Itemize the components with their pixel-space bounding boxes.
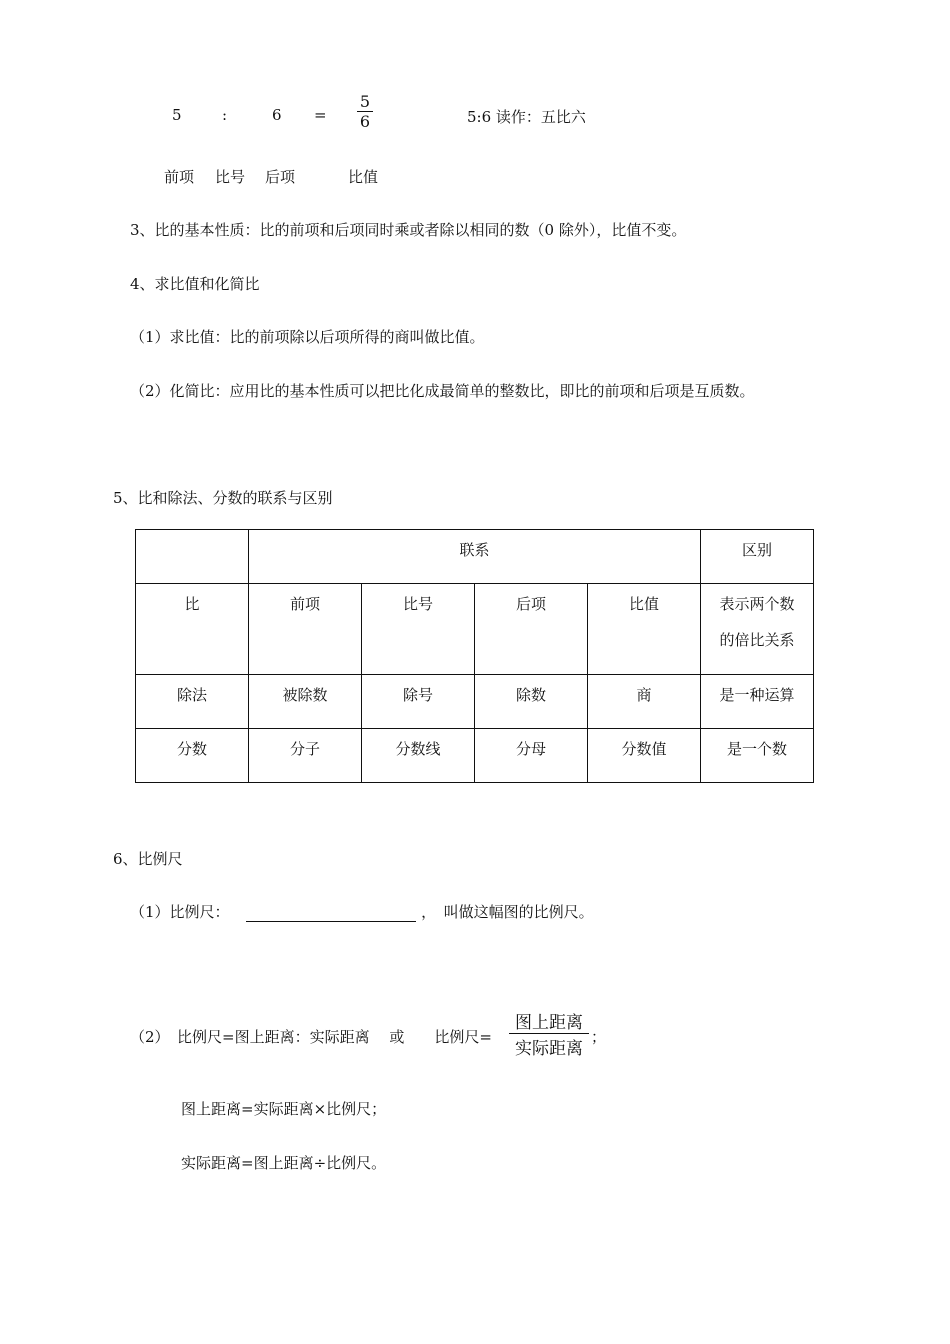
- label-ratio-sign: 比号: [215, 168, 246, 186]
- comparison-table: [135, 529, 814, 783]
- table-row: [136, 675, 814, 729]
- difference-line-2: 的倍比关系: [719, 631, 795, 649]
- item-1-suffix: ， 叫做这幅图的比例尺。: [421, 903, 594, 921]
- difference-line-1: 表示两个数: [719, 595, 795, 613]
- table-row: [136, 584, 814, 675]
- section-5-title: 5、比和除法、分数的联系与区别: [113, 489, 333, 507]
- table-cell: 分数线: [362, 729, 475, 783]
- label-ratio-value: 比值: [348, 168, 379, 186]
- fraction-denominator: 6: [359, 112, 371, 131]
- row-name-ratio: 比: [136, 584, 249, 675]
- section-3-basic-property: 3、比的基本性质：比的前项和后项同时乘或者除以相同的数（0 除外），比值不变。: [130, 221, 687, 239]
- difference-cell-division: 是一种运算: [701, 675, 814, 729]
- table-cell: 除号: [362, 675, 475, 729]
- table-cell: 被除数: [249, 675, 362, 729]
- label-front-term: 前项: [164, 168, 195, 186]
- fraction-numerator: 图上距离: [515, 1013, 583, 1033]
- table-cell: 比号: [362, 584, 475, 675]
- fraction-numerator: 5: [359, 92, 371, 111]
- ratio-front-number: 5: [172, 106, 182, 124]
- section-6-title: 6、比例尺: [113, 850, 183, 868]
- header-difference: 区别: [701, 530, 814, 584]
- section-6-item-1: [130, 901, 594, 922]
- section-6-item-2-prefix: （2） 比例尺=图上距离：实际距离 或 比例尺=: [130, 1028, 492, 1046]
- table-cell: 除数: [475, 675, 588, 729]
- formula-actual-distance: 实际距离=图上距离÷比例尺。: [181, 1154, 387, 1172]
- row-name-fraction: 分数: [136, 729, 249, 783]
- section-4-item-2: （2）化简比：应用比的基本性质可以把比化成最简单的整数比，即比的前项和后项是互质数。: [130, 382, 755, 400]
- scale-fraction: [509, 1008, 589, 1059]
- section-6-item-2-suffix: ；: [591, 1028, 607, 1046]
- ratio-reading: 5:6 读作：五比六: [467, 108, 586, 126]
- section-4-item-1: （1）求比值：比的前项除以后项所得的商叫做比值。: [130, 328, 485, 346]
- formula-map-distance: 图上距离=实际距离×比例尺；: [181, 1100, 387, 1118]
- difference-cell-fraction: 是一个数: [701, 729, 814, 783]
- table-cell: 后项: [475, 584, 588, 675]
- header-relation: 联系: [249, 530, 701, 584]
- table-cell: 分数值: [588, 729, 701, 783]
- table-row: [136, 729, 814, 783]
- ratio-equals-sign: =: [314, 106, 327, 124]
- table-cell: 前项: [249, 584, 362, 675]
- item-1-prefix: （1）比例尺：: [130, 903, 230, 921]
- table-cell: 分母: [475, 729, 588, 783]
- table-cell: 比值: [588, 584, 701, 675]
- label-back-term: 后项: [265, 168, 296, 186]
- row-name-division: 除法: [136, 675, 249, 729]
- table-header-row: [136, 530, 814, 584]
- fill-in-blank[interactable]: [246, 905, 416, 922]
- ratio-colon: :: [222, 106, 228, 124]
- difference-cell-ratio: [701, 584, 814, 675]
- fraction-denominator: 实际距离: [515, 1039, 583, 1059]
- ratio-fraction: [357, 92, 373, 131]
- table-corner-cell: [136, 530, 249, 584]
- table-cell: 分子: [249, 729, 362, 783]
- table-cell: 商: [588, 675, 701, 729]
- ratio-back-number: 6: [272, 106, 282, 124]
- section-4-title: 4、求比值和化简比: [130, 275, 260, 293]
